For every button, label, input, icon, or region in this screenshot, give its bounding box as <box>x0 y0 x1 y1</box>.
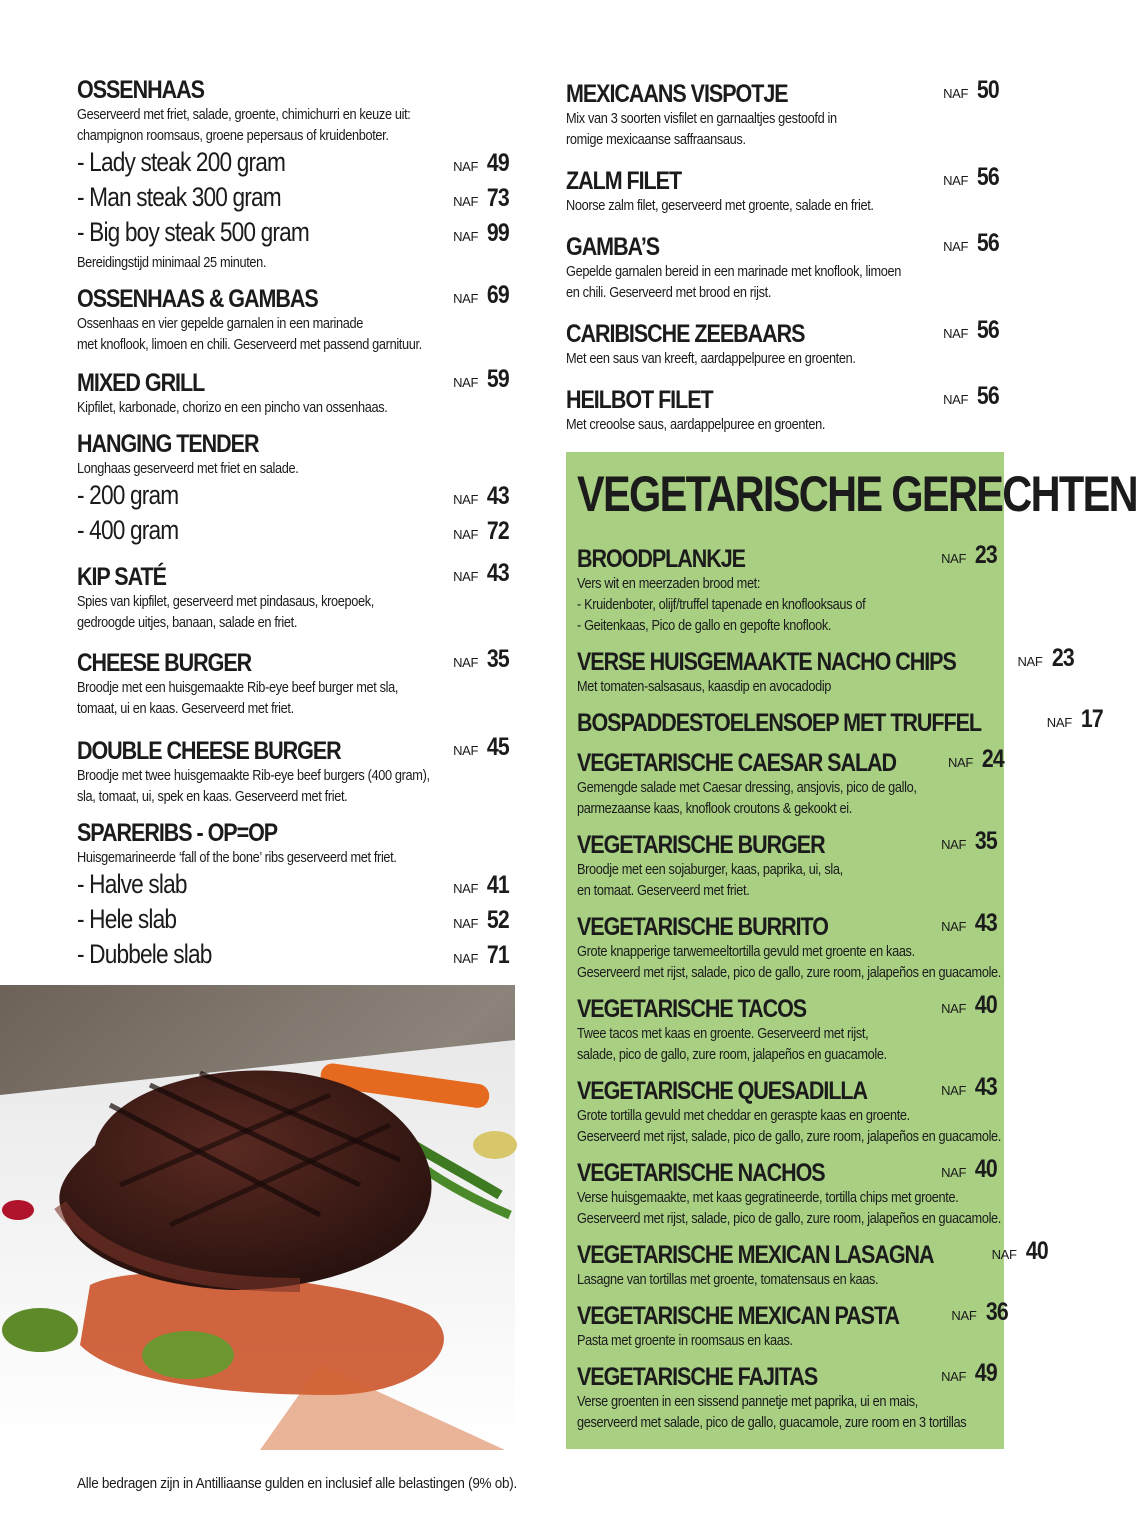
currency-label: NAF <box>453 569 479 584</box>
menu-item-description: tomaat, ui en kaas. Geserveerd met friet. <box>77 701 294 717</box>
currency-label: NAF <box>1046 715 1072 730</box>
currency-label: NAF <box>453 743 479 758</box>
menu-item-description: Geserveerd met rijst, salade, pico de gallo, zure room, jalapeños en guacamole. <box>577 1129 1001 1145</box>
price-amount: 23 <box>1051 644 1074 672</box>
menu-item <box>77 75 509 274</box>
menu-item-title: VEGETARISCHE BURRITO <box>577 913 828 941</box>
price <box>453 481 509 515</box>
menu-item-header <box>577 704 1103 738</box>
menu-item-title: BROODPLANKJE <box>577 545 745 573</box>
currency-label: NAF <box>453 916 479 931</box>
currency-label: NAF <box>453 159 479 174</box>
menu-item <box>577 990 997 1066</box>
fish-menu-column <box>566 75 999 447</box>
menu-item-header <box>566 162 999 196</box>
price-amount: 41 <box>487 871 509 899</box>
menu-item <box>566 228 999 304</box>
menu-item-description: champignon roomsaus, groene pepersaus of kruidenboter. <box>77 128 389 144</box>
menu-item-header <box>577 1154 997 1188</box>
price <box>941 540 997 574</box>
menu-item-description: - Kruidenboter, olijf/truffel tapenade en knoflooksaus of <box>577 597 866 613</box>
menu-item <box>577 704 1103 738</box>
menu-item-description: Geserveerd met friet, salade, groente, chimichurri en keuze uit: <box>77 107 411 123</box>
menu-item-header <box>577 1358 997 1392</box>
menu-item-description: Verse huisgemaakte, met kaas gegratineerde, tortilla chips met groente. <box>577 1190 959 1206</box>
currency-label: NAF <box>453 881 479 896</box>
left-menu-column <box>77 75 509 974</box>
price <box>453 364 509 398</box>
price <box>1047 704 1103 738</box>
currency-label: NAF <box>943 326 969 341</box>
menu-item-description: - Geitenkaas, Pico de gallo en gepofte knoflook. <box>577 618 832 634</box>
price <box>453 644 509 678</box>
menu-item-title: CHEESE BURGER <box>77 649 252 677</box>
price <box>941 826 997 860</box>
currency-label: NAF <box>453 527 479 542</box>
menu-item-title: BOSPADDESTOELENSOEP MET TRUFFEL <box>577 709 982 737</box>
price-amount: 72 <box>487 517 509 545</box>
price-amount: 36 <box>985 1298 1008 1326</box>
price <box>453 940 509 974</box>
currency-label: NAF <box>941 919 967 934</box>
price-amount: 35 <box>975 827 997 855</box>
price <box>453 280 509 314</box>
currency-label: NAF <box>453 291 479 306</box>
currency-label: NAF <box>453 492 479 507</box>
menu-item-description: met knoflook, limoen en chili. Geserveerd met passend garnituur. <box>77 337 422 353</box>
currency-label: NAF <box>1017 654 1043 669</box>
price-amount: 69 <box>487 281 509 309</box>
option-label: - Man steak 300 gram <box>77 182 281 212</box>
option-label: - Hele slab <box>77 904 177 934</box>
currency-label: NAF <box>941 1001 967 1016</box>
menu-item-header <box>77 429 509 459</box>
menu-item <box>77 644 509 720</box>
menu-item-description: geserveerd met salade, pico de gallo, guacamole, zure room en 3 tortillas <box>577 1415 967 1431</box>
option-label: - Halve slab <box>77 869 187 899</box>
menu-item-title: HEILBOT FILET <box>566 386 713 414</box>
menu-item-description: Noorse zalm filet, geserveerd met groente, salade en friet. <box>566 198 874 214</box>
menu-item-option <box>77 480 509 515</box>
price-amount: 71 <box>487 941 509 969</box>
menu-item-title: ZALM FILET <box>566 167 682 195</box>
menu-item-option <box>77 939 509 974</box>
menu-item-note: Bereidingstijd minimaal 25 minuten. <box>77 255 267 271</box>
menu-item-option <box>77 904 509 939</box>
menu-item-title: KIP SATÉ <box>77 563 166 591</box>
price-amount: 40 <box>1025 1237 1048 1265</box>
menu-item-option <box>77 217 509 252</box>
menu-item-description: gedroogde uitjes, banaan, salade en friet. <box>77 615 298 631</box>
menu-item-description: Kipfilet, karbonade, chorizo en een pincho van ossenhaas. <box>77 400 388 416</box>
menu-item-description: Verse groenten in een sissend pannetje met paprika, ui en mais, <box>577 1394 918 1410</box>
menu-item-title: MIXED GRILL <box>77 369 205 397</box>
menu-item-title: OSSENHAAS & GAMBAS <box>77 285 318 313</box>
option-label: - 400 gram <box>77 515 179 545</box>
menu-item <box>577 744 1004 820</box>
currency-label: NAF <box>943 239 969 254</box>
menu-item-header <box>566 75 999 109</box>
menu-item <box>566 75 999 151</box>
price-amount: 17 <box>1080 705 1103 733</box>
menu-item-title: DOUBLE CHEESE BURGER <box>77 737 341 765</box>
price <box>941 1072 997 1106</box>
price-amount: 49 <box>487 149 509 177</box>
price-amount: 43 <box>975 909 997 937</box>
price <box>453 732 509 766</box>
menu-item-header <box>77 644 509 678</box>
menu-item-title: OSSENHAAS <box>77 76 204 104</box>
menu-item-header <box>577 1072 997 1106</box>
menu-item-description: Geserveerd met rijst, salade, pico de gallo, zure room, jalapeños en guacamole. <box>577 965 1001 981</box>
price-amount: 40 <box>975 991 997 1019</box>
menu-item-description: Spies van kipfilet, geserveerd met pindasaus, kroepoek, <box>77 594 374 610</box>
menu-item-header <box>77 818 509 848</box>
price <box>943 75 999 109</box>
menu-item-title: VERSE HUISGEMAAKTE NACHO CHIPS <box>577 648 956 676</box>
menu-item-description: Broodje met een huisgemaakte Rib-eye beef burger met sla, <box>77 680 399 696</box>
menu-item-description: sla, tomaat, ui, spek en kaas. Geserveerd met friet. <box>77 789 348 805</box>
currency-label: NAF <box>453 375 479 390</box>
menu-item-title: VEGETARISCHE NACHOS <box>577 1159 825 1187</box>
menu-item-description: Geserveerd met rijst, salade, pico de gallo, zure room, jalapeños en guacamole. <box>577 1211 1001 1227</box>
menu-item-description: Pasta met groente in roomsaus en kaas. <box>577 1333 793 1349</box>
menu-item-header <box>566 315 999 349</box>
price <box>453 558 509 592</box>
menu-item <box>77 280 509 356</box>
price <box>453 516 509 550</box>
price <box>992 1236 1048 1270</box>
option-label: - Big boy steak 500 gram <box>77 217 309 247</box>
price-amount: 40 <box>975 1155 997 1183</box>
menu-item-header <box>77 558 509 592</box>
menu-item <box>577 1297 1008 1352</box>
menu-item-title: VEGETARISCHE TACOS <box>577 995 807 1023</box>
price <box>453 905 509 939</box>
price-amount: 43 <box>975 1073 997 1101</box>
menu-item-header <box>77 364 509 398</box>
menu-item-header <box>77 280 509 314</box>
menu-item <box>566 315 999 370</box>
menu-item <box>577 1154 1001 1230</box>
price-amount: 56 <box>977 382 999 410</box>
menu-item-option <box>77 182 509 217</box>
menu-item-description: Broodje met twee huisgemaakte Rib-eye beef burgers (400 gram), <box>77 768 430 784</box>
vegetarian-list <box>577 466 1137 1440</box>
option-label: - Lady steak 200 gram <box>77 147 286 177</box>
price-amount: 59 <box>487 365 509 393</box>
menu-item <box>577 1236 1048 1291</box>
currency-label: NAF <box>941 551 967 566</box>
price <box>941 990 997 1024</box>
menu-item-header <box>577 1297 1008 1331</box>
menu-item <box>77 818 509 974</box>
price <box>943 162 999 196</box>
price-amount: 50 <box>977 76 999 104</box>
price-amount: 56 <box>977 229 999 257</box>
menu-item-title: VEGETARISCHE FAJITAS <box>577 1363 818 1391</box>
price-amount: 52 <box>487 906 509 934</box>
menu-item-description: Huisgemarineerde ‘fall of the bone’ ribs geserveerd met friet. <box>77 850 397 866</box>
currency-label: NAF <box>453 655 479 670</box>
menu-item <box>77 364 509 419</box>
price <box>943 381 999 415</box>
menu-item-title: VEGETARISCHE BURGER <box>577 831 825 859</box>
menu-item-description: parmezaanse kaas, knoflook croutons & gekookt ei. <box>577 801 852 817</box>
price <box>453 183 509 217</box>
menu-item-description: Twee tacos met kaas en groente. Geserveerd met rijst, <box>577 1026 869 1042</box>
menu-item-header <box>77 732 509 766</box>
option-label: - Dubbele slab <box>77 939 212 969</box>
currency-label: NAF <box>453 229 479 244</box>
menu-item-header <box>577 643 1074 677</box>
price <box>948 744 1004 778</box>
vegetarian-section <box>566 452 1137 1449</box>
menu-item-description: Broodje met een sojaburger, kaas, paprika, ui, sla, <box>577 862 843 878</box>
menu-item-header <box>577 1236 1048 1270</box>
menu-item-header <box>577 990 997 1024</box>
menu-item <box>77 429 509 550</box>
currency-label: NAF <box>941 837 967 852</box>
menu-item-description: Grote knapperige tarwemeeltortilla gevuld met groente en kaas. <box>577 944 915 960</box>
price-amount: 56 <box>977 316 999 344</box>
price-amount: 43 <box>487 482 509 510</box>
menu-item-title: HANGING TENDER <box>77 430 259 458</box>
menu-item-description: Met creoolse saus, aardappelpuree en groenten. <box>566 417 826 433</box>
currency-label: NAF <box>453 951 479 966</box>
menu-item-title: VEGETARISCHE MEXICAN LASAGNA <box>577 1241 934 1269</box>
price <box>941 908 997 942</box>
currency-label: NAF <box>943 86 969 101</box>
menu-item-header <box>566 228 999 262</box>
menu-item <box>566 381 999 436</box>
menu-item-option <box>77 515 509 550</box>
menu-item <box>566 162 999 217</box>
price-amount: 99 <box>487 219 509 247</box>
menu-item-description: Met een saus van kreeft, aardappelpuree en groenten. <box>566 351 856 367</box>
price-amount: 23 <box>975 541 997 569</box>
steak-photo <box>0 985 515 1450</box>
menu-item <box>577 1358 997 1434</box>
currency-label: NAF <box>951 1308 977 1323</box>
menu-item <box>577 908 1001 984</box>
menu-item <box>577 643 1074 698</box>
menu-item-title: GAMBA’S <box>566 233 660 261</box>
option-label: - 200 gram <box>77 480 179 510</box>
menu-item-description: Vers wit en meerzaden brood met: <box>577 576 761 592</box>
footer-note: Alle bedragen zijn in Antilliaanse gulden en inclusief alle belastingen (9% ob). <box>77 1475 517 1492</box>
steak-plate-image <box>0 985 515 1450</box>
currency-label: NAF <box>941 1083 967 1098</box>
currency-label: NAF <box>943 392 969 407</box>
menu-item-header <box>77 75 509 105</box>
menu-item-description: en chili. Geserveerd met brood en rijst. <box>566 285 772 301</box>
menu-item-header <box>566 381 999 415</box>
menu-item-description: Lasagne van tortillas met groente, tomatensaus en kaas. <box>577 1272 879 1288</box>
currency-label: NAF <box>943 173 969 188</box>
menu-item <box>77 732 509 808</box>
price-amount: 43 <box>487 559 509 587</box>
price <box>943 315 999 349</box>
menu-item-description: en tomaat. Geserveerd met friet. <box>577 883 750 899</box>
price <box>453 870 509 904</box>
vegetarian-heading: VEGETARISCHE GERECHTEN <box>577 466 1137 522</box>
menu-item-title: VEGETARISCHE CAESAR SALAD <box>577 749 897 777</box>
menu-item-option <box>77 147 509 182</box>
menu-item-description: Grote tortilla gevuld met cheddar en geraspte kaas en groente. <box>577 1108 910 1124</box>
menu-item-description: Gemengde salade met Caesar dressing, ansjovis, pico de gallo, <box>577 780 917 796</box>
menu-item-header <box>577 540 997 574</box>
menu-item-title: SPARERIBS - OP=OP <box>77 819 278 847</box>
price-amount: 73 <box>487 184 509 212</box>
price-amount: 56 <box>977 163 999 191</box>
menu-item-header <box>577 908 997 942</box>
menu-item-description: salade, pico de gallo, zure room, jalapeños en guacamole. <box>577 1047 887 1063</box>
menu-item-description: romige mexicaanse saffraansaus. <box>566 132 746 148</box>
menu-item-header <box>577 744 1004 778</box>
price <box>941 1154 997 1188</box>
price-amount: 49 <box>975 1359 997 1387</box>
menu-item-title: VEGETARISCHE MEXICAN PASTA <box>577 1302 899 1330</box>
menu-item <box>577 1072 1001 1148</box>
menu-item <box>577 826 997 902</box>
menu-item <box>577 540 997 637</box>
price-amount: 24 <box>981 745 1004 773</box>
menu-item-option <box>77 869 509 904</box>
menu-item-title: MEXICAANS VISPOTJE <box>566 80 788 108</box>
price <box>453 148 509 182</box>
currency-label: NAF <box>941 1165 967 1180</box>
currency-label: NAF <box>991 1247 1017 1262</box>
price-amount: 35 <box>487 645 509 673</box>
menu-item-header <box>577 826 997 860</box>
price-amount: 45 <box>487 733 509 761</box>
menu-item-title: VEGETARISCHE QUESADILLA <box>577 1077 868 1105</box>
menu-item-description: Ossenhaas en vier gepelde garnalen in een marinade <box>77 316 364 332</box>
menu-item-title: CARIBISCHE ZEEBAARS <box>566 320 805 348</box>
menu-item <box>77 558 509 634</box>
price <box>453 218 509 252</box>
currency-label: NAF <box>453 194 479 209</box>
menu-item-description: Mix van 3 soorten visfilet en garnaaltjes gestoofd in <box>566 111 837 127</box>
price <box>1017 643 1073 677</box>
price <box>943 228 999 262</box>
menu-item-description: Longhaas geserveerd met friet en salade. <box>77 461 299 477</box>
menu-item-description: Met tomaten-salsasaus, kaasdip en avocadodip <box>577 679 832 695</box>
menu-item-description: Gepelde garnalen bereid in een marinade met knoflook, limoen <box>566 264 901 280</box>
currency-label: NAF <box>947 755 974 770</box>
price <box>951 1297 1007 1331</box>
price <box>941 1358 997 1392</box>
currency-label: NAF <box>941 1369 967 1384</box>
